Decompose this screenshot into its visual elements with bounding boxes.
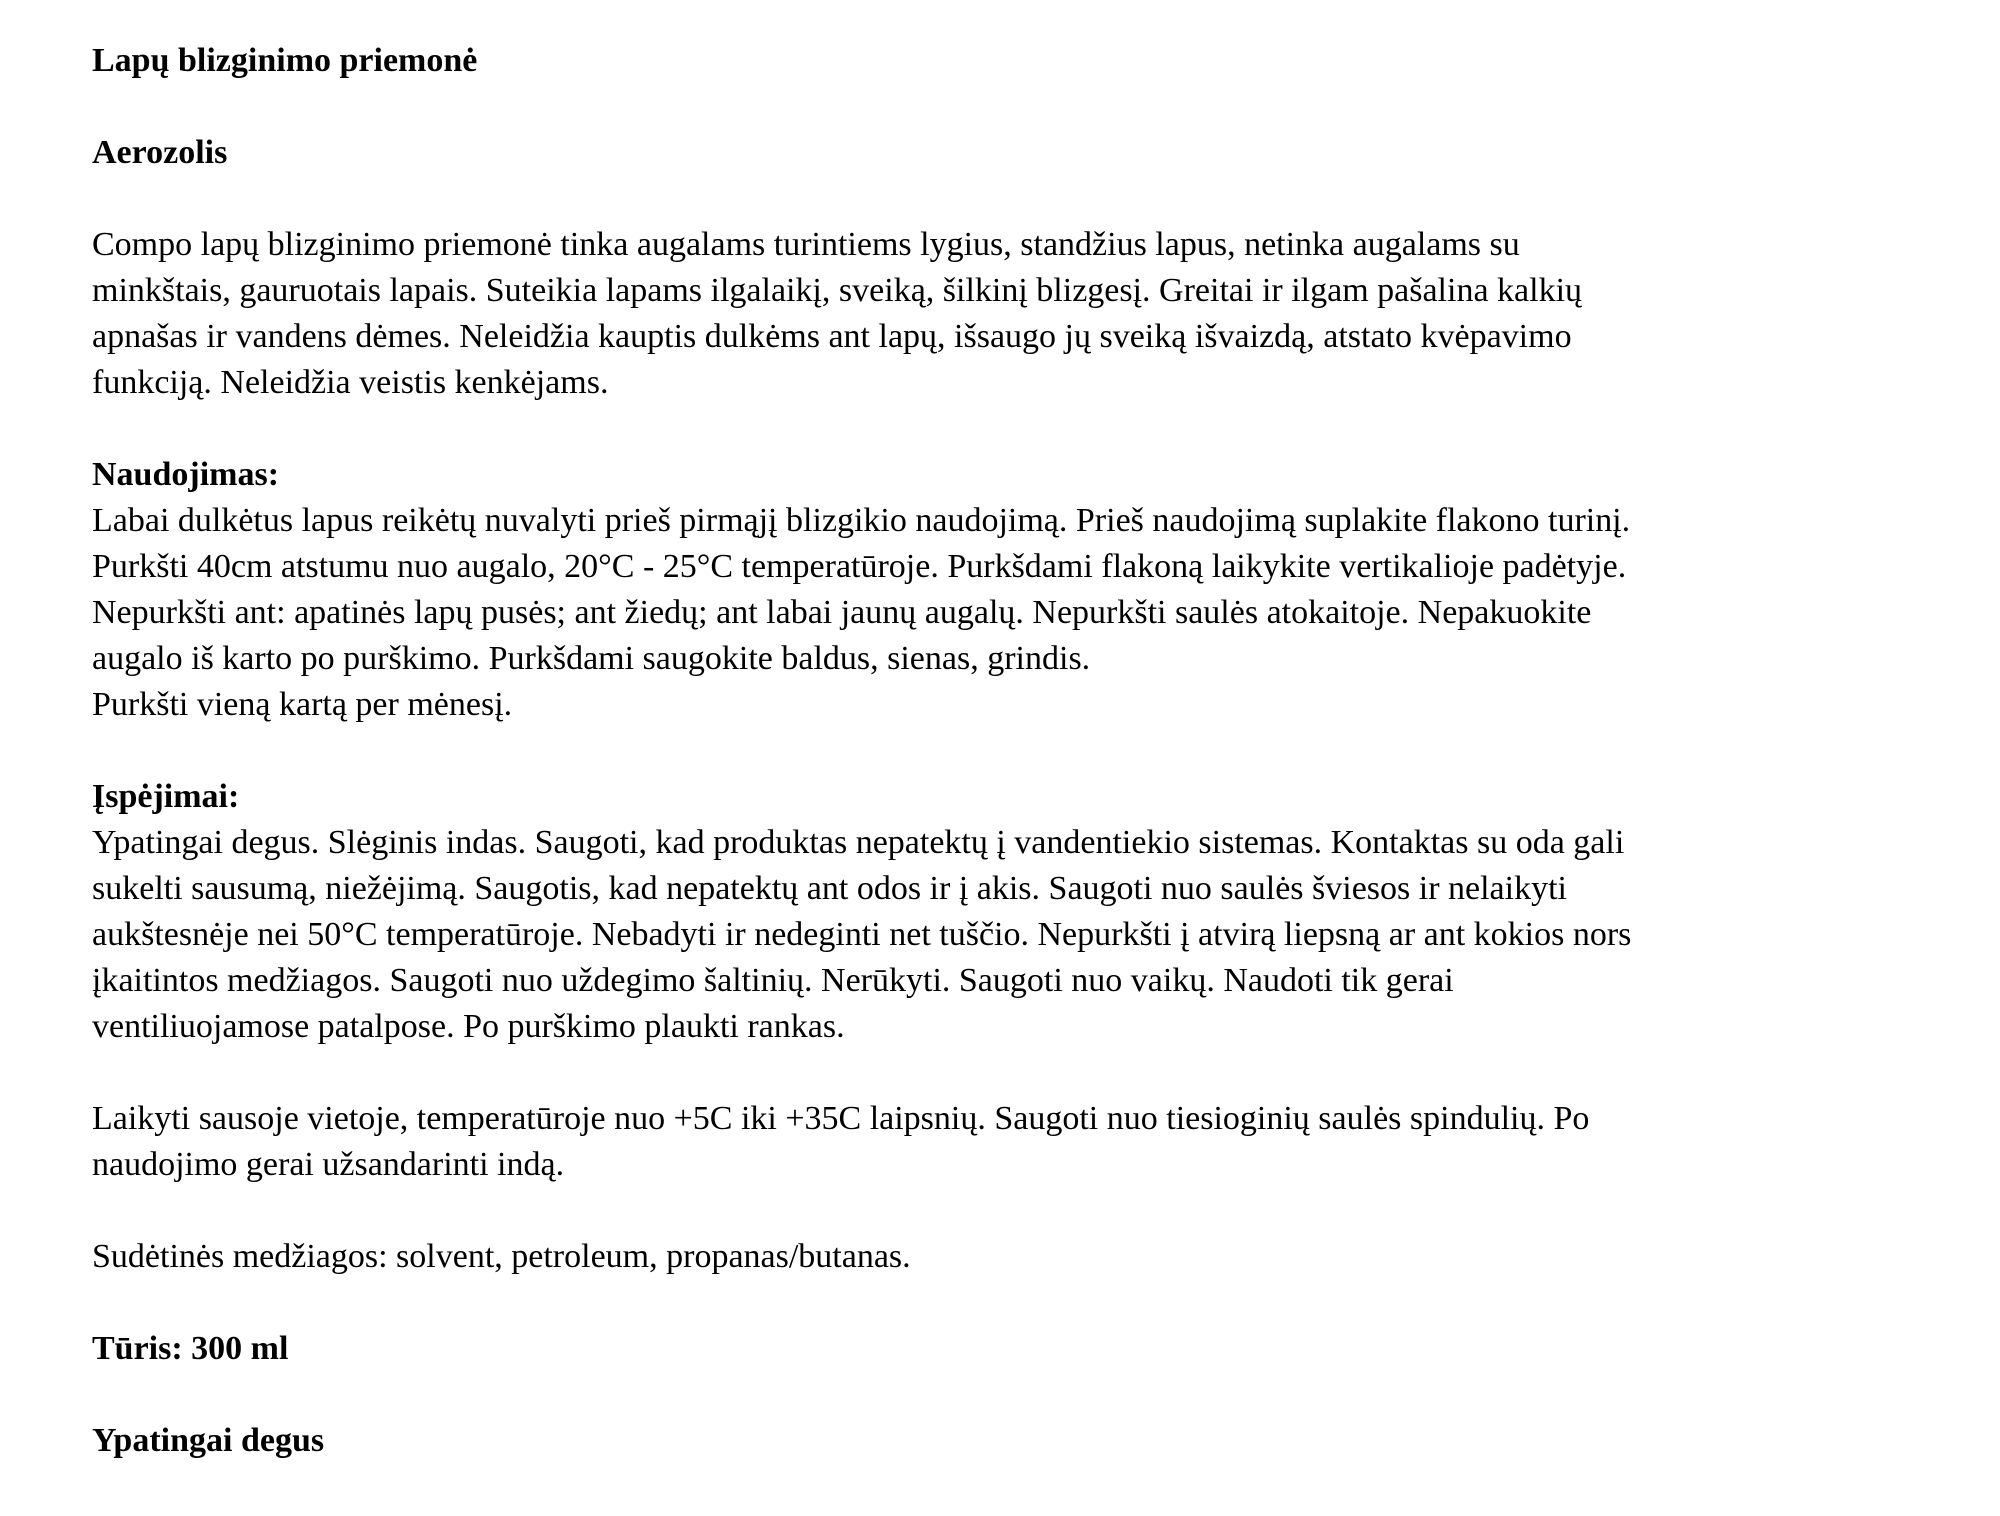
volume-text: Tūris: 300 ml <box>92 1330 289 1367</box>
storage-line: Laikyti sausoje vietoje, temperatūroje nuo +5C iki +35C laipsnių. Saugoti nuo tiesioginių saulės spindulių. Po <box>92 1100 1590 1137</box>
usage-heading: Naudojimas: <box>92 456 280 493</box>
product-form: Aerozolis <box>92 134 228 171</box>
spacer <box>92 84 1972 130</box>
warnings-line: aukštesnėje nei 50°C temperatūroje. Nebadyti ir nedeginti net tuščio. Nepurkšti į atvirą liepsną ar ant kokios nors <box>92 916 1632 953</box>
usage-line: Nepurkšti ant: apatinės lapų pusės; ant žiedų; ant labai jaunų augalų. Nepurkšti saulės atokaitoje. Nepakuokite <box>92 594 1592 631</box>
usage-line: Labai dulkėtus lapus reikėtų nuvalyti prieš pirmąjį blizgikio naudojimą. Prieš naudojimą suplakite flakono turinį. <box>92 502 1631 539</box>
description-line: minkštais, gauruotais lapais. Suteikia lapams ilgalaikį, sveiką, šilkinį blizgesį. Greitai ir ilgam pašalina kalkių <box>92 272 1583 309</box>
warnings-heading: Įspėjimai: <box>92 778 240 815</box>
usage-line: Purkšti 40cm atstumu nuo augalo, 20°C - 25°C temperatūroje. Purkšdami flakoną laikykite vertikalioje padėtyje. <box>92 548 1627 585</box>
ingredients-text: Sudėtinės medžiagos: solvent, petroleum, propanas/butanas. <box>92 1238 911 1275</box>
spacer <box>92 1372 1972 1418</box>
document-page <box>92 38 1972 1464</box>
storage-paragraph <box>92 1096 1972 1188</box>
spacer <box>92 1280 1972 1326</box>
warnings-line: ventiliuojamose patalpose. Po purškimo plaukti rankas. <box>92 1008 845 1045</box>
warnings-line: Ypatingai degus. Slėginis indas. Saugoti, kad produktas nepatektų į vandentiekio sistemas. Kontaktas su oda gali <box>92 824 1625 861</box>
description-paragraph <box>92 222 1972 406</box>
spacer <box>92 728 1972 774</box>
spacer <box>92 1050 1972 1096</box>
description-line: apnašas ir vandens dėmes. Neleidžia kauptis dulkėms ant lapų, išsaugo jų sveiką išvaizdą, atstato kvėpavimo <box>92 318 1572 355</box>
storage-line: naudojimo gerai užsandarinti indą. <box>92 1146 565 1183</box>
product-title: Lapų blizginimo priemonė <box>92 42 478 79</box>
usage-line: Purkšti vieną kartą per mėnesį. <box>92 686 513 723</box>
usage-line: augalo iš karto po purškimo. Purkšdami saugokite baldus, sienas, grindis. <box>92 640 1091 677</box>
spacer <box>92 1188 1972 1234</box>
spacer <box>92 176 1972 222</box>
warnings-section <box>92 774 1972 1050</box>
warnings-line: sukelti sausumą, niežėjimą. Saugotis, kad nepatektų ant odos ir į akis. Saugoti nuo saulės šviesos ir nelaikyti <box>92 870 1567 907</box>
description-line: Compo lapų blizginimo priemonė tinka augalams turintiems lygius, standžius lapus, netinka augalams su <box>92 226 1520 263</box>
warnings-line: įkaitintos medžiagos. Saugoti nuo uždegimo šaltinių. Nerūkyti. Saugoti nuo vaikų. Naudoti tik gerai <box>92 962 1454 999</box>
hazard-text: Ypatingai degus <box>92 1422 325 1459</box>
spacer <box>92 406 1972 452</box>
description-line: funkciją. Neleidžia veistis kenkėjams. <box>92 364 609 401</box>
usage-section <box>92 452 1972 728</box>
